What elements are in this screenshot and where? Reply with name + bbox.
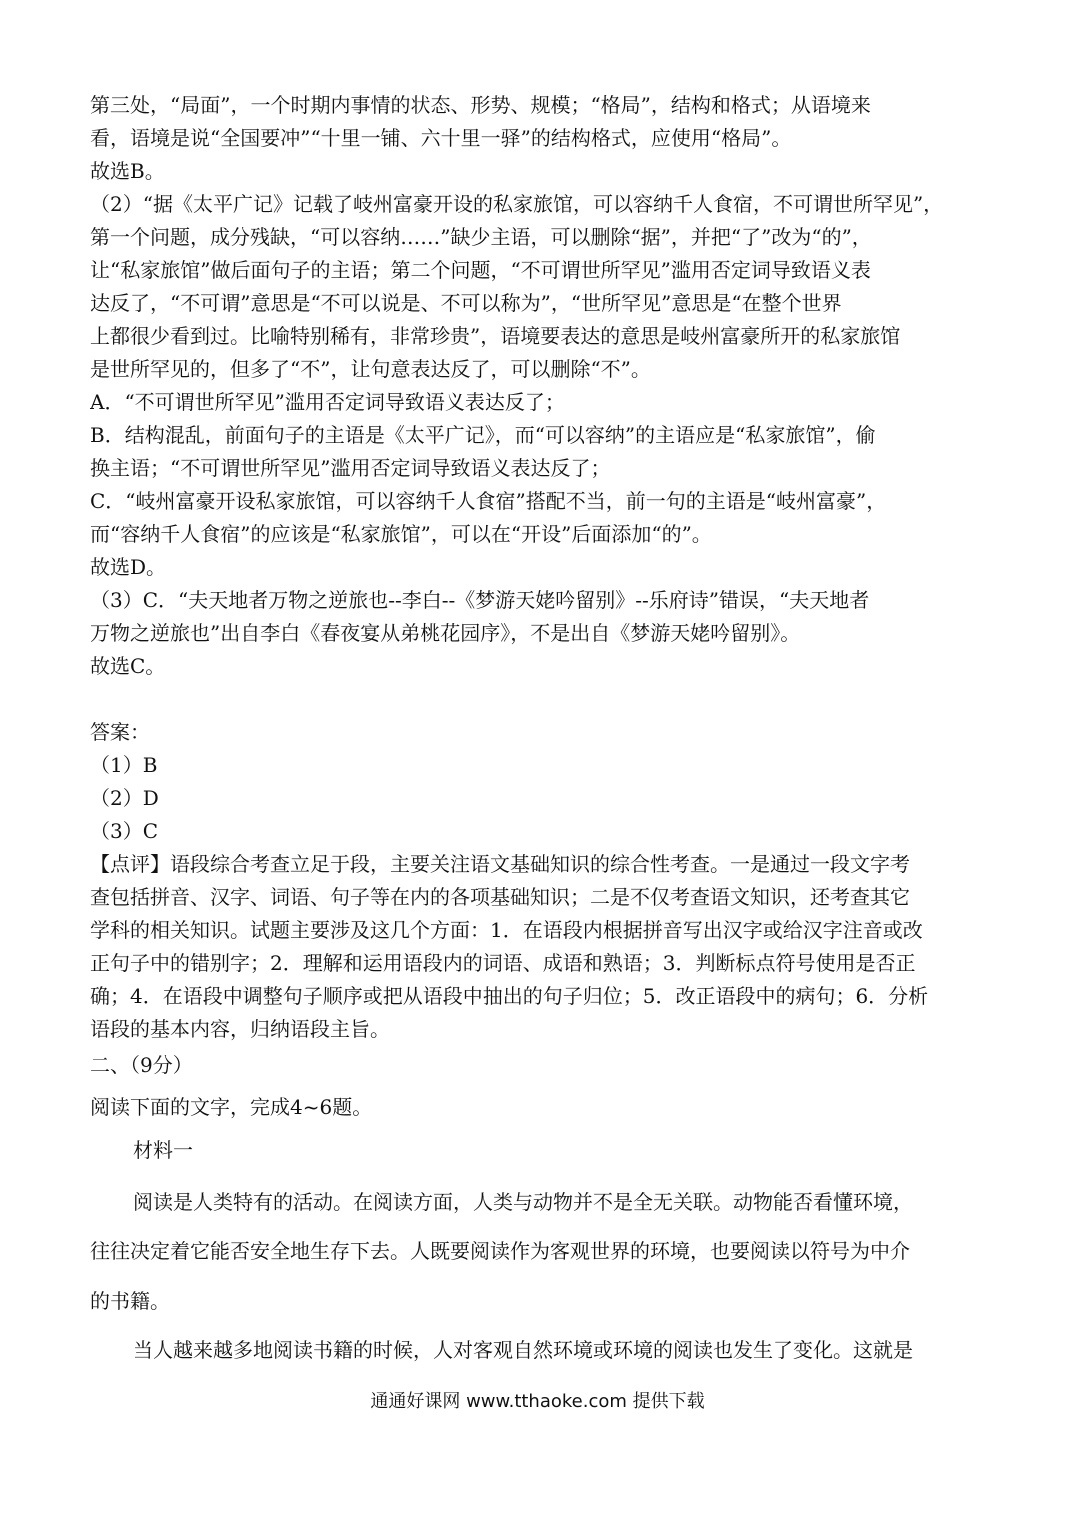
text-line: 看，语境是说“全国要冲”“十里一铺、六十里一驿”的结构格式，应使用“格局”。 [90,126,792,150]
material-heading: 材料一 [133,1138,193,1162]
answer-heading: 答案： [90,720,150,744]
instruction-line: 阅读下面的文字，完成4~6题。 [90,1095,373,1119]
text-line: A．“不可谓世所罕见”滥用否定词导致语义表达反了； [90,390,565,414]
text-line: （3）C．“夫天地者万物之逆旅也--李白--《梦游天姥吟留别》--乐府诗”错误，“夫天地者 [90,588,870,612]
passage-line: 当人越来越多地阅读书籍的时候，人对客观自然环境或环境的阅读也发生了变化。这就是 [133,1338,913,1362]
commentary-line: 正句子中的错别字；2．理解和运用语段内的词语、成语和熟语；3．判断标点符号使用是否正 [90,951,916,975]
text-line: 故选D。 [90,555,167,579]
footer-watermark: 通通好课网 www.tthaoke.com 提供下载 [370,1391,705,1412]
text-line: B．结构混乱，前面句子的主语是《太平广记》，而“可以容纳”的主语应是“私家旅馆”，偷 [90,423,876,447]
commentary-line: 学科的相关知识。试题主要涉及这几个方面：1．在语段内根据拼音写出汉字或给汉字注音或改 [90,918,923,942]
commentary-line: 确；4．在语段中调整句子顺序或把从语段中抽出的句子归位；5．改正语段中的病句；6．分析 [90,984,929,1008]
text-line: 换主语；“不可谓世所罕见”滥用否定词导致语义表达反了； [90,456,611,480]
text-line: 是世所罕见的，但多了“不”，让句意表达反了，可以删除“不”。 [90,357,651,381]
commentary-line: 【点评】语段综合考查立足于段，主要关注语文基础知识的综合性考查。一是通过一段文字考 [90,852,910,876]
passage-line: 往往决定着它能否安全地生存下去。人既要阅读作为客观世界的环境，也要阅读以符号为中介 [90,1239,910,1263]
section-heading: 二、（9分） [90,1053,193,1077]
text-line: 故选B。 [90,159,165,183]
commentary-line: 语段的基本内容，归纳语段主旨。 [90,1017,390,1041]
text-line: 而“容纳千人食宿”的应该是“私家旅馆”，可以在“开设”后面添加“的”。 [90,522,712,546]
answer-item: （1）B [90,753,158,777]
text-line: 上都很少看到过。比喻特别稀有，非常珍贵”，语境要表达的意思是岐州富豪所开的私家旅馆 [90,324,901,348]
text-line: 万物之逆旅也”出自李白《春夜宴从弟桃花园序》，不是出自《梦游天姥吟留别》。 [90,621,801,645]
passage-line: 的书籍。 [90,1289,170,1313]
commentary-line: 查包括拼音、汉字、词语、句子等在内的各项基础知识；二是不仅考查语文知识，还考查其它 [90,885,910,909]
text-line: 达反了，“不可谓”意思是“不可以说是、不可以称为”，“世所罕见”意思是“在整个世界 [90,291,842,315]
text-line: 让“私家旅馆”做后面句子的主语；第二个问题，“不可谓世所罕见”滥用否定词导致语义表 [90,258,871,282]
text-line: （2）“据《太平广记》记载了岐州富豪开设的私家旅馆，可以容纳千人食宿，不可谓世所罕见”， [90,192,944,216]
passage-line: 阅读是人类特有的活动。在阅读方面，人类与动物并不是全无关联。动物能否看懂环境， [133,1190,913,1214]
answer-item: （3）C [90,819,159,843]
text-line: 第三处，“局面”，一个时期内事情的状态、形势、规模；“格局”，结构和格式；从语境来 [90,93,871,117]
text-line: 第一个问题，成分残缺，“可以容纳……”缺少主语，可以删除“据”，并把“了”改为“的”， [90,225,872,249]
text-line: C．“岐州富豪开设私家旅馆，可以容纳千人食宿”搭配不当，前一句的主语是“岐州富豪”， [90,489,887,513]
answer-item: （2）D [90,786,159,810]
text-line: 故选C。 [90,654,166,678]
